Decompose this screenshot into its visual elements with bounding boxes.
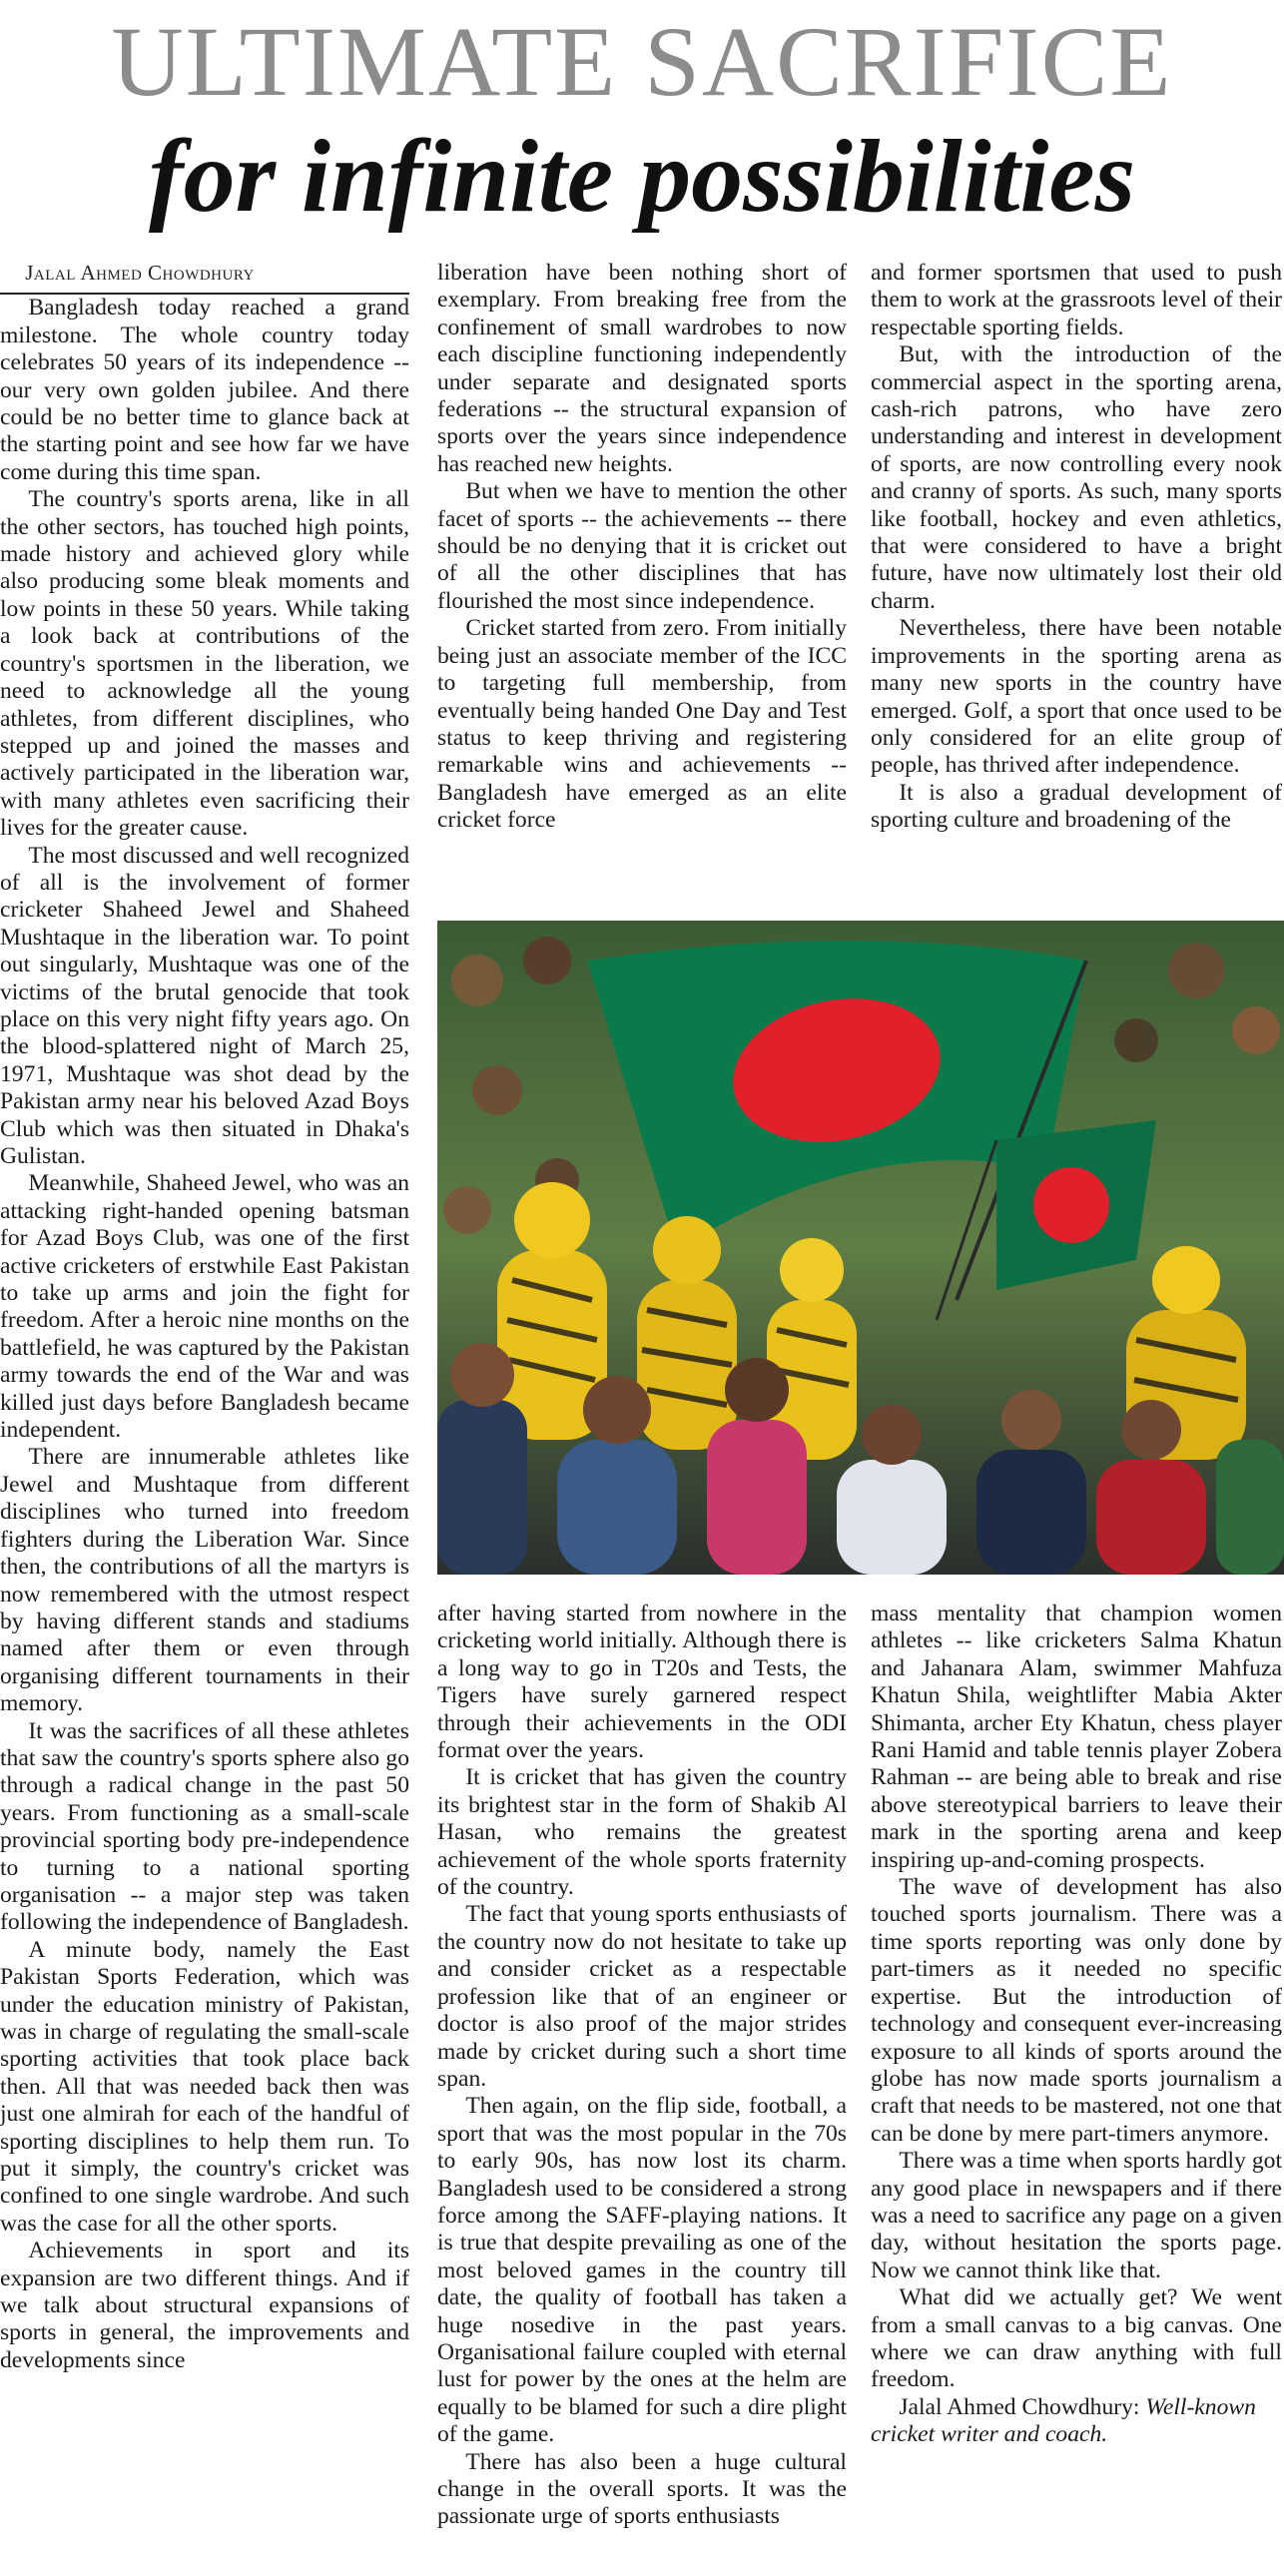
paragraph: Then again, on the flip side, football, a sport that was the most popular in the 70s to early 90s, has now lost its charm. Bangladesh used to be considered a strong force among the SAFF-playing nations. It is true that despite prevailing as one of the most beloved games in the country till date, the quality of football has taken a huge nosedive in the past years. Organisational failure coupled with eternal lust for power by the ones at the helm are equally to be blamed for such a dire plight of the game. <box>437 2093 847 2448</box>
byline: Jalal Ahmed Chowdhury <box>0 260 409 295</box>
credit-name: Jalal Ahmed Chowdhury: <box>899 2393 1140 2420</box>
column-2-bottom <box>437 1601 847 2574</box>
paragraph: Cricket started from zero. From initially being just an associate member of the ICC to targeting full membership, from eventually being handed One Day and Test status to keep thriving and registering remarkable wins and achievements -- Bangladesh have emerged as an elite cricket force <box>437 615 847 834</box>
paragraph: There was a time when sports hardly got any good place in newspapers and if there was a need to sacrifice any page on a given day, without hesitation the sports page. Now we cannot think like that. <box>871 2148 1282 2283</box>
paragraph: The wave of development has also touched sports journalism. There was a time sports reporting was only done by part-timers as it needed no specific expertise. But the introduction of technology and consequent ever-increasing exposure to all kinds of sports around the globe has now made sports journalism a craft that needs to be mastered, not one that can be done by mere part-timers anymore. <box>871 1874 1282 2147</box>
paragraph: Nevertheless, there have been notable improvements in the sporting arena as many new sports in the country have emerged. Golf, a sport that once used to be only considered for an elite group of people, has thrived after independence. <box>871 615 1282 779</box>
paragraph: The fact that young sports enthusiasts of the country now do not hesitate to take up and consider cricket as a respectable profession like that of an engineer or doctor is also proof of the major strides made by cricket during such a short time span. <box>437 1901 847 2092</box>
headline: ULTIMATE SACRIFICE <box>111 6 1173 117</box>
paragraph: Meanwhile, Shaheed Jewel, who was an attacking right-handed opening batsman for Azad Boys Club, was one of the first active cricketers of erstwhile East Pakistan to take up arms and join the fight for freedom. After a heroic nine months on the battlefield, he was captured by the Pakistan army towards the end of the War and was killed just days before Bangladesh became independent. <box>0 1170 409 1444</box>
paragraph: Bangladesh today reached a grand milestone. The whole country today celebrates 50 years of its independence -- our very own golden jubilee. And there could be no better time to glance back at the starting point and see how far we have come during this time span. <box>0 295 409 485</box>
paragraph: mass mentality that champion women athletes -- like cricketers Salma Khatun and Jahanara Alam, swimmer Mahfuza Khatun Shila, weightlifter Mabia Akter Shimanta, archer Ety Khatun, chess player Rani Hamid and table tennis player Zobera Rahman -- are being able to break and rise above stereotypical barriers to leave their mark in the sporting arena and keep inspiring up-and-coming prospects. <box>871 1601 1282 1873</box>
paragraph: But, with the introduction of the commercial aspect in the sporting arena, cash-rich patrons, who have zero understanding and interest in development of sports, are now controlling every nook and cranny of sports. As such, many sports like football, hockey and even athletics, that were considered to have a bright future, have now ultimately lost their old charm. <box>871 341 1282 614</box>
paragraph: after having started from nowhere in the cricketing world initially. Although there is a long way to go in T20s and Tests, the Tigers have surely garnered respect through their achievements in the ODI format over the years. <box>437 1601 847 1764</box>
paragraph: Achievements in sport and its expansion are two different things. And if we talk about structural expansions of sports in general, the improvements and developments since <box>0 2238 409 2373</box>
paragraph: The most discussed and well recognized of all is the involvement of former cricketer Shaheed Jewel and Shaheed Mushtaque in the liberation war. To point out singularly, Mushtaque was one of the victims of the brutal genocide that took place on this very night fifty years ago. On the blood-splattered night of March 25, 1971, Mushtaque was shot dead by the Pakistan army near his beloved Azad Boys Club which was then situated in Dhaka's Gulistan. <box>0 842 409 1169</box>
paragraph: liberation have been nothing short of exemplary. From breaking free from the confinement of small wardrobes to now each discipline functioning independently under separate and designated sports federations -- the structural expansion of sports over the years since independence has reached new heights. <box>437 260 847 477</box>
paragraph: There has also been a huge cultural change in the overall sports. It was the passionate urge of sports enthusiasts <box>437 2448 847 2530</box>
paragraph: But when we have to mention the other facet of sports -- the achievements -- there should be no denying that it is cricket out of all the other disciplines that has flourished the most since independence. <box>437 478 847 614</box>
paragraph: It is also a gradual development of sporting culture and broadening of the <box>871 779 1282 834</box>
paragraph: A minute body, namely the East Pakistan Sports Federation, which was under the education ministry of Pakistan, was in charge of regulating the small-scale sporting activities that took place back then. All that was needed back then was just one almirah for each of the handful of sporting disciplines to help them run. To put it simply, the country's cricket was confined to one single wardrobe. And such was the case for all the other sports. <box>0 1936 409 2237</box>
paragraph: There are innumerable athletes like Jewel and Mushtaque from different disciplines who turned into freedom fighters during the Liberation War. Since then, the contributions of all the martyrs is now remembered with the utmost respect by having different stands and stadiums named after them or even through organising different tournaments in their memory. <box>0 1444 409 1717</box>
column-1 <box>0 260 409 2572</box>
paragraph: It is cricket that has given the country its brightest star in the form of Shakib Al Hasan, who remains the greatest achievement of the whole sports fraternity of the country. <box>437 1764 847 1901</box>
column-3-top <box>871 260 1282 889</box>
paragraph: It was the sacrifices of all these athletes that saw the country's sports sphere also go through a radical change in the past 50 years. From functioning as a small-scale provincial sporting body pre-independence to turning to a national sporting organisation -- a major step was taken following the independence of Bangladesh. <box>0 1717 409 1936</box>
column-2-top <box>437 260 847 889</box>
column-3-bottom <box>871 1601 1282 2574</box>
paragraph: The country's sports arena, like in all the other sectors, has touched high points, made history and achieved glory while also producing some bleak moments and low points in these 50 years. While taking a look back at contributions of the country's sportsmen in the liberation, we need to acknowledge all the young athletes, from different disciplines, who stepped up and joined the masses and actively participated in the liberation war, with many athletes even sacrificing their lives for the greater cause. <box>0 486 409 842</box>
paragraph: What did we actually get? We went from a small canvas to a big canvas. One where we can draw anything with full freedom. <box>871 2284 1282 2393</box>
crowd-photo <box>437 921 1284 1575</box>
crowd-photo-illustration <box>437 921 1284 1575</box>
credit-role: Well-known cricket writer and coach. <box>871 2393 1256 2448</box>
author-credit <box>871 2394 1282 2449</box>
paragraph: and former sportsmen that used to push them to work at the grassroots level of their respectable sporting fields. <box>871 260 1282 340</box>
subheadline: for infinite possibilities <box>148 119 1136 234</box>
